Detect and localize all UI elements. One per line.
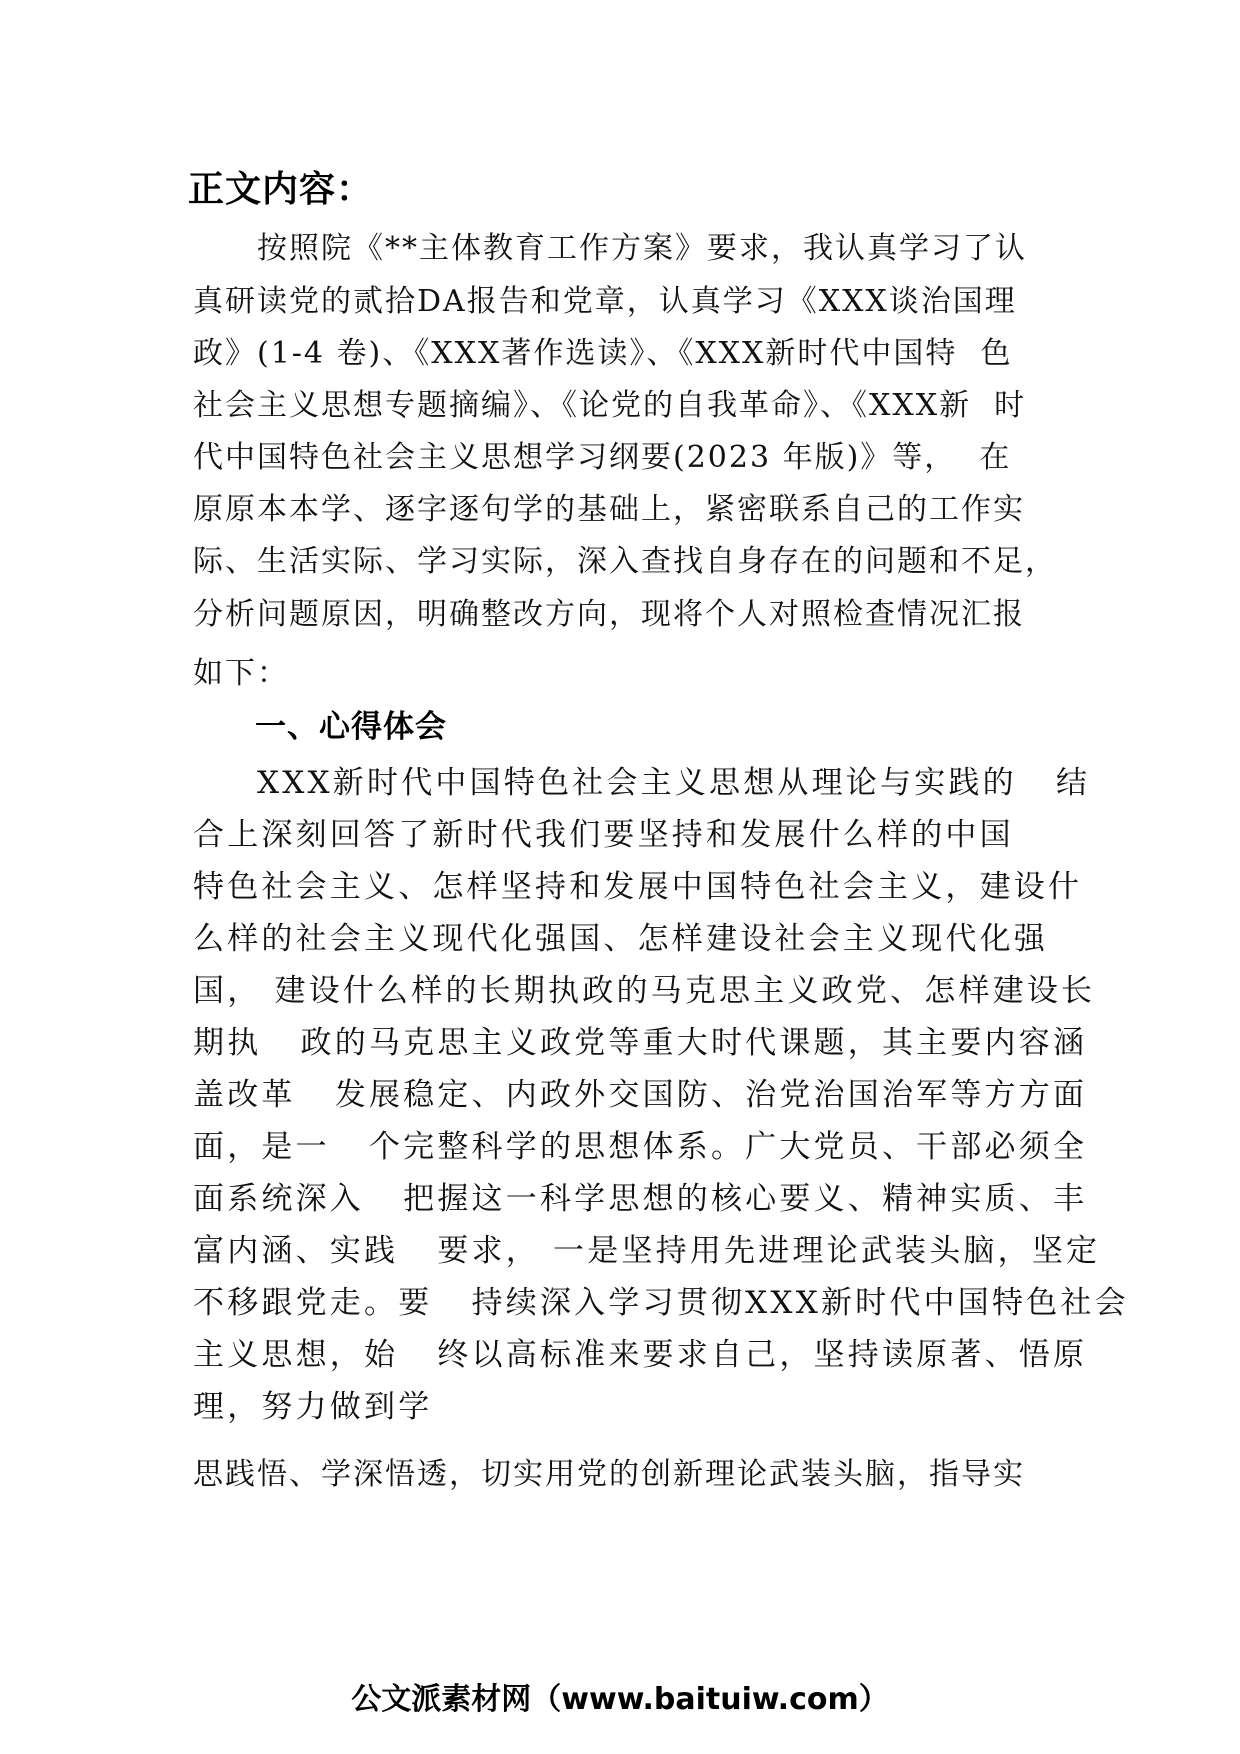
- text-line: 面系统深入 把握这一科学思想的核心要义、精神实质、丰: [193, 1181, 1088, 1217]
- text-line: 国， 建设什么样的长期执政的马克思主义政党、怎样建设长: [193, 973, 1096, 1009]
- text-line: 期执 政的马克思主义政党等重大时代课题，其主要内容涵: [193, 1025, 1088, 1061]
- text-line: 原原本本学、逐字逐句学的基础上，紧密联系自己的工作实: [193, 492, 1025, 527]
- text-line: 思践悟、学深悟透，切实用党的创新理论武装头脑，指导实: [193, 1457, 1025, 1492]
- text-line: 盖改革 发展稳定、内政外交国防、治党治国治军等方方面: [193, 1077, 1088, 1113]
- text-line: 富内涵、实践 要求， 一是坚持用先进理论武装头脑，坚定: [193, 1233, 1101, 1269]
- text-line: 真研读党的贰拾DA报告和党章，认真学习《XXX谈治国理: [193, 284, 1017, 319]
- text-line: 面，是一 个完整科学的思想体系。广大党员、干部必须全: [193, 1129, 1088, 1165]
- text-line: 理，努力做到学: [193, 1389, 433, 1425]
- page-title: 正文内容：: [188, 169, 374, 210]
- text-line: 么样的社会主义现代化强国、怎样建设社会主义现代化强: [193, 921, 1048, 957]
- text-line: 按照院《**主体教育工作方案》要求，我认真学习了认: [257, 231, 1027, 266]
- text-line: 不移跟党走。要 持续深入学习贯彻XXX新时代中国特色社会: [193, 1285, 1129, 1321]
- text-line: 特色社会主义、怎样坚持和发展中国特色社会主义，建设什: [193, 869, 1083, 905]
- text-line: 主义思想，始 终以高标准来要求自己，坚持读原著、悟原: [193, 1337, 1088, 1373]
- section-heading: 一、心得体会: [255, 709, 447, 745]
- text-line: 社会主义思想专题摘编》、《论党的自我革命》、《XXX新 时: [193, 388, 1027, 423]
- text-line: 合上深刻回答了新时代我们要坚持和发展什么样的中国: [193, 817, 1014, 853]
- text-line: 际、生活实际、学习实际，深入查找自身存在的问题和不足，: [193, 544, 1057, 579]
- text-line: 代中国特色社会主义思想学习纲要(2023 年版)》等， 在: [193, 440, 1012, 475]
- text-line: 如下：: [193, 656, 289, 691]
- footer-source: 公文派素材网（www.baituiw.com）: [351, 1682, 889, 1717]
- text-line: XXX新时代中国特色社会主义思想从理论与实践的 结: [257, 765, 1091, 801]
- text-line: 政》(1-4 卷)、《XXX著作选读》、《XXX新时代中国特 色: [193, 336, 1013, 371]
- text-line: 分析问题原因，明确整改方向，现将个人对照检查情况汇报: [193, 597, 1025, 632]
